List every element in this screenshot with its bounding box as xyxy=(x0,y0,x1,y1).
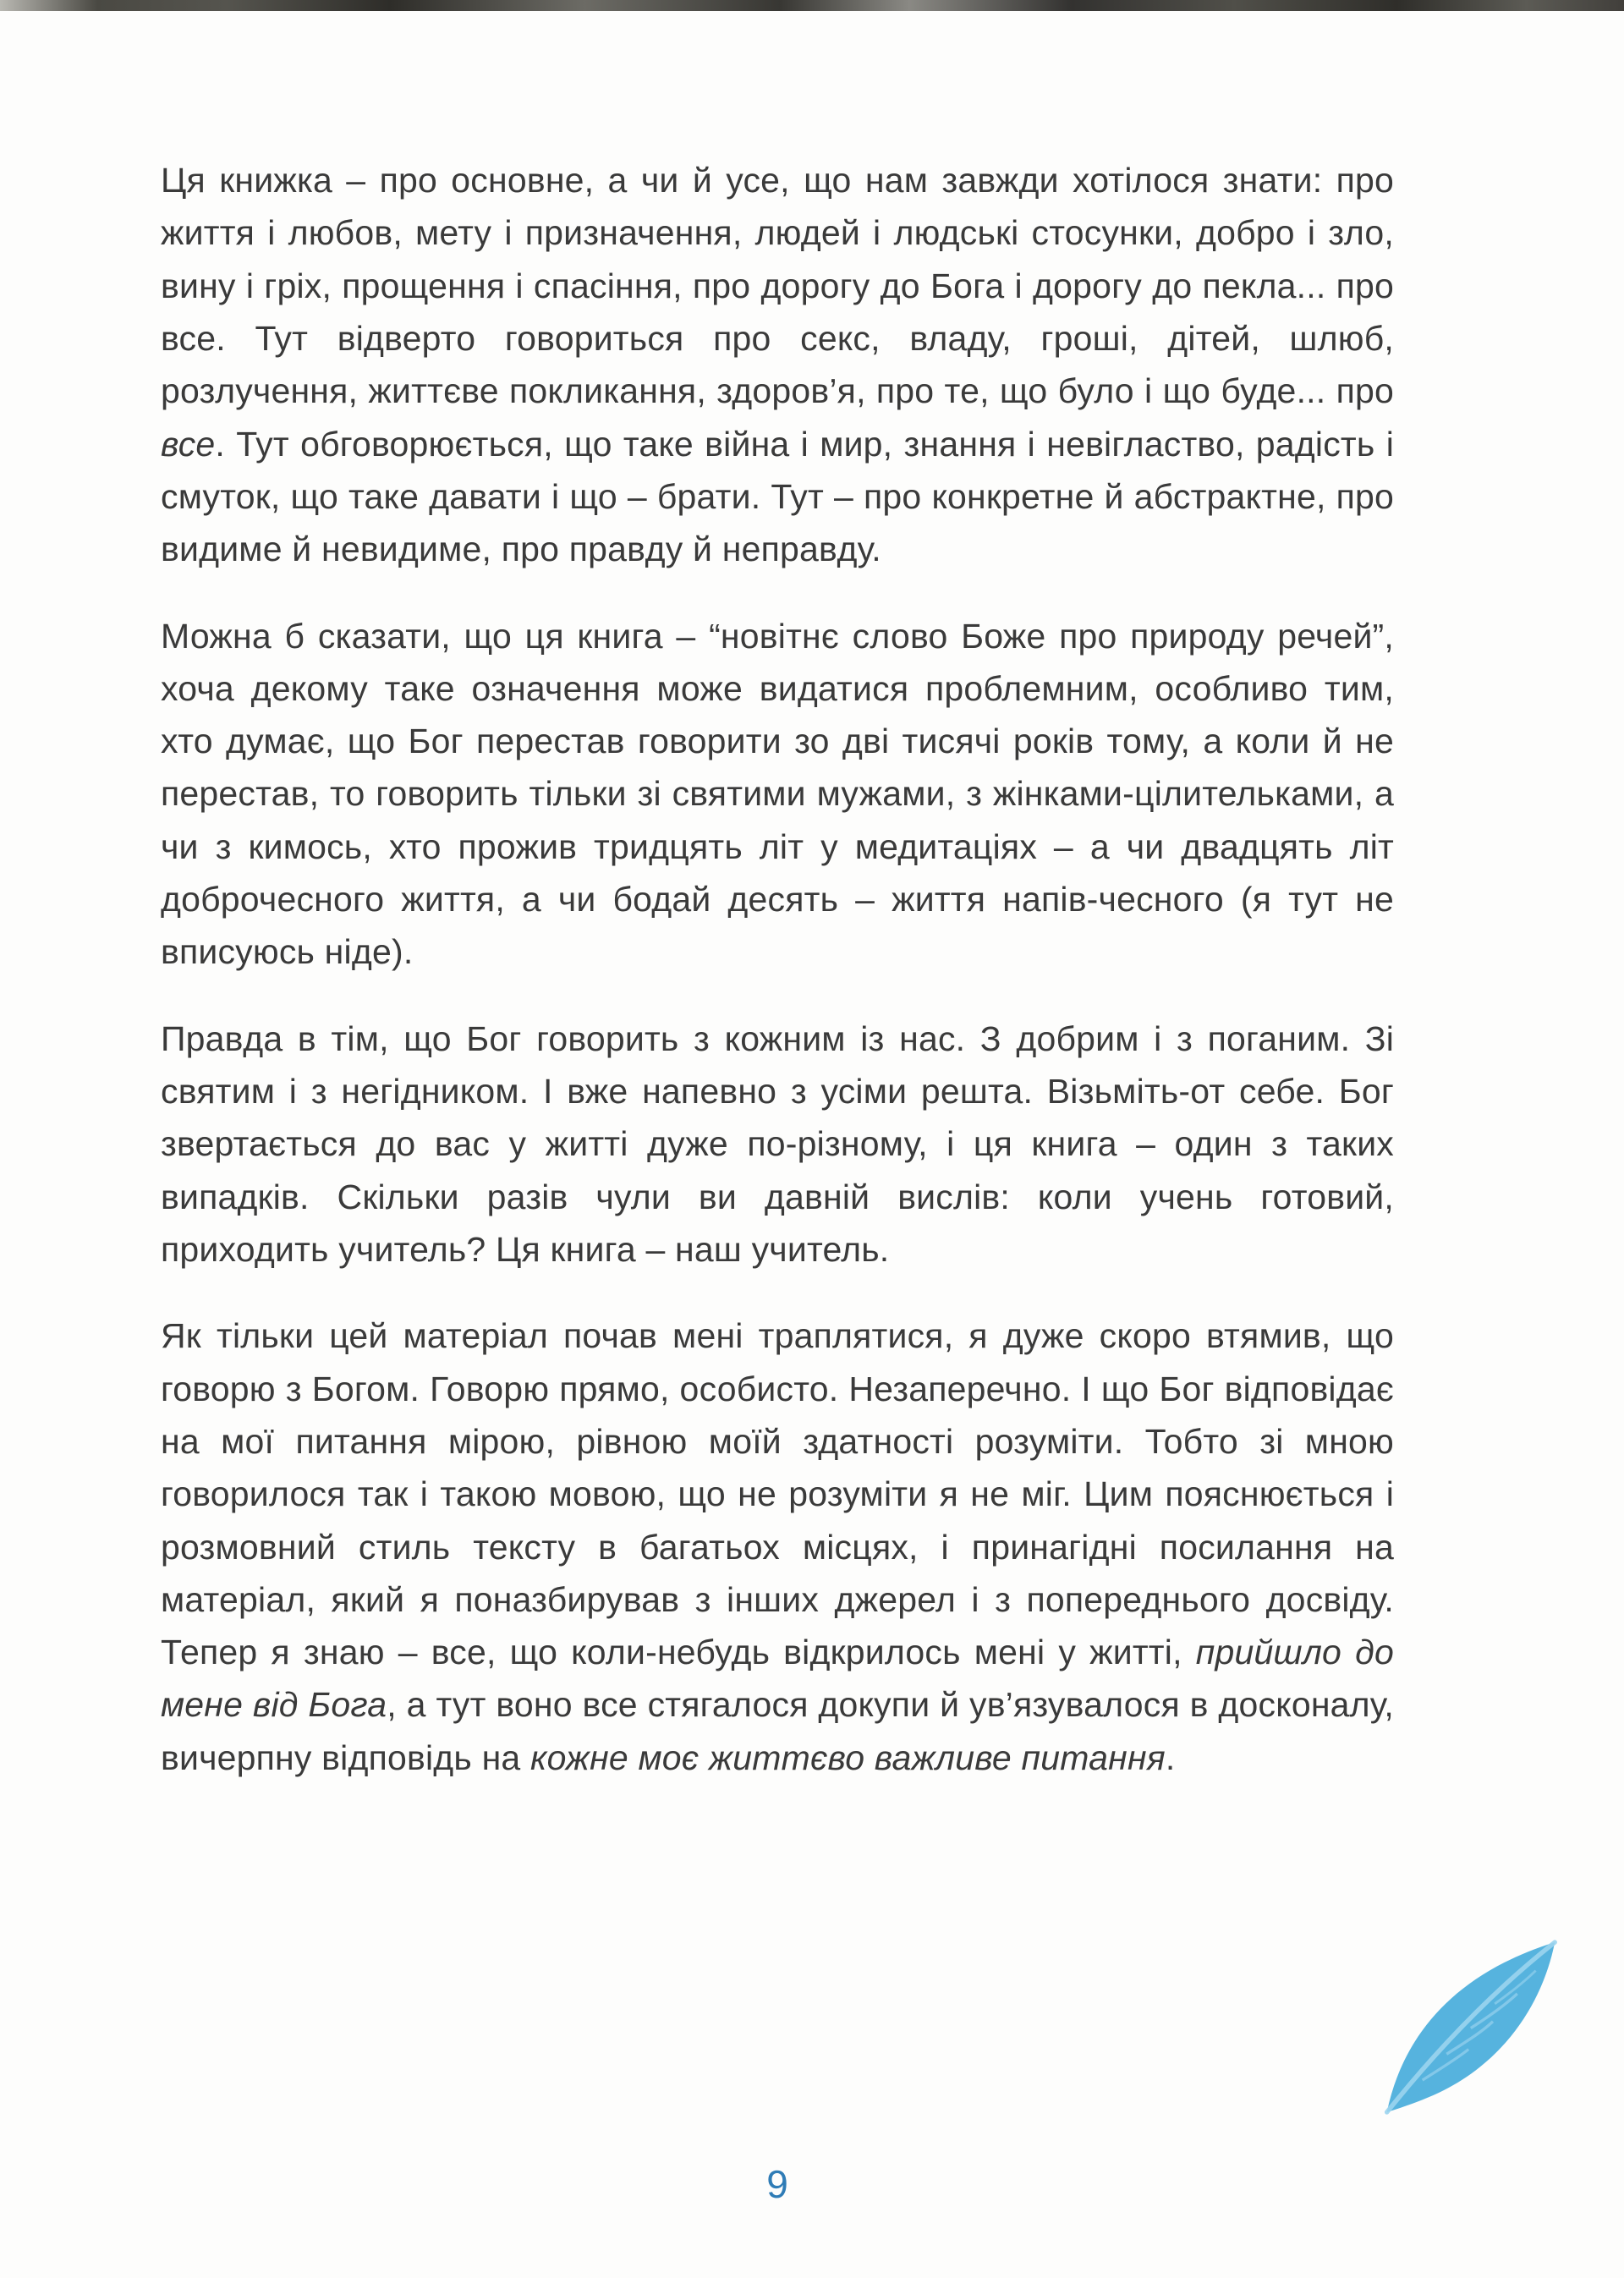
paragraph xyxy=(161,154,1394,576)
feather-icon xyxy=(1353,1911,1596,2146)
text-run: Можна б сказати, що ця книга – “новітнє слово Боже про природу речей”, хоча декому таке означення може видатися проблемним, особливо тим, хто думає, що Бог перестав говорити зо дві тисячі років тому, а коли й не перестав, то говорить тільки зі святими мужами, з жінками-цілительками, а чи з кимось, хто прожив тридцять літ у медитаціях – а чи двадцять літ доброчесного життя, а чи бодай десять – життя напів-чесного (я тут не вписуюсь ніде). xyxy=(161,616,1394,972)
text-run: Як тільки цей матеріал почав мені траплятися, я дуже скоро втямив, що говорю з Богом. Говорю прямо, особисто. Незаперечно. І що Бог відповідає на мої питання мірою, рівною моїй здатності розуміти. Тобто зі мною говорилося так і такою мовою, що не розуміти я не міг. Цим пояснюється і розмовний стиль тексту в багатьох місцях, і принагідні посилання на матеріал, який я поназбирував з інших джерел і з попереднього досвіду. Тепер я знаю – все, що коли-небудь відкрилось мені у житті, xyxy=(161,1316,1394,1672)
italic-text-run: все xyxy=(161,424,216,464)
text-run: Правда в тім, що Бог говорить з кожним із нас. З добрим і з поганим. Зі святим і з негідником. І вже напевно з усіми решта. Візьміть-от себе. Бог звертається до вас у житті дуже по-різному, і ця книга – один з таких випадків. Скільки разів чули ви давній вислів: коли учень готовий, приходить учитель? Ця книга – наш учитель. xyxy=(161,1018,1394,1269)
paragraph xyxy=(161,610,1394,979)
italic-text-run: прийшло до мене від Бога xyxy=(161,1633,1394,1725)
text-run: . xyxy=(1165,1737,1176,1777)
paragraph xyxy=(161,1309,1394,1784)
text-run: Ця книжка – про основне, а чи й усе, що нам завжди хотілося знати: про життя і любов, мету і призначення, людей і людські стосунки, добро і зло, вину і гріх, прощення і спасіння, про дорогу до Бога і дорогу до пекла... про все. Тут відверто говориться про секс, владу, гроші, дітей, шлюб, розлучення, життєве покликання, здоров’я, про те, що було і що буде... про xyxy=(161,161,1394,411)
feather-image xyxy=(1363,1922,1585,2135)
text-run: , а тут воно все стягалося докупи й ув’язувалося в досконалу, вичерпну відповідь на xyxy=(161,1685,1394,1777)
scan-edge-strip xyxy=(0,0,1624,11)
italic-text-run: кожне моє життєво важливе питання xyxy=(530,1737,1166,1777)
paragraph xyxy=(161,1013,1394,1276)
text-block xyxy=(161,154,1394,1818)
text-run: . Тут обговорюється, що таке війна і мир, знання і невігластво, радість і смуток, що таке давати і що – брати. Тут – про конкретне й абстрактне, про видиме й невидиме, про правду й неправду. xyxy=(161,424,1394,569)
page-number: 9 xyxy=(766,2162,788,2206)
